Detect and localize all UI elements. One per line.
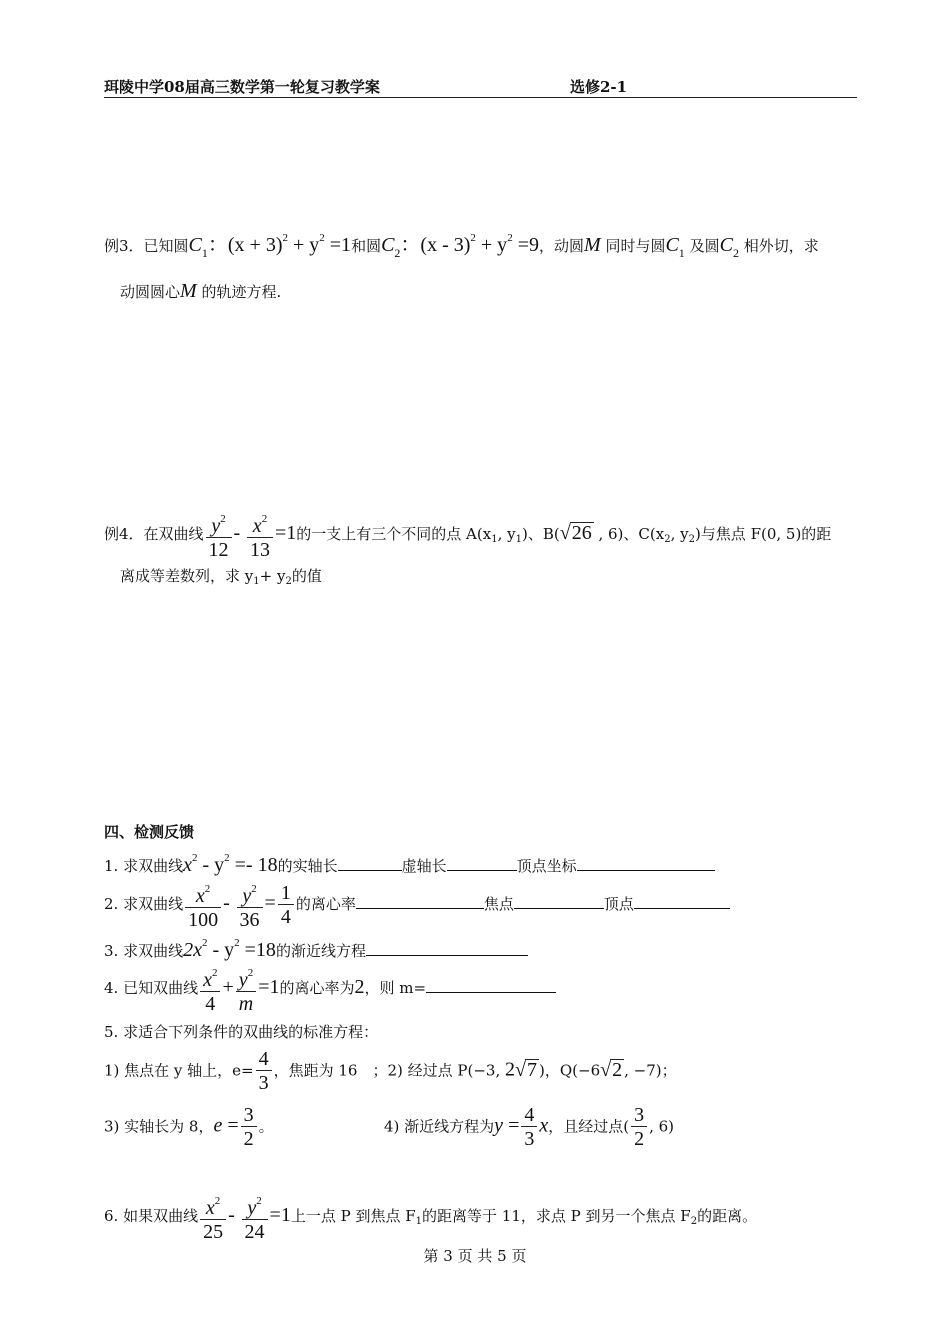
- fraction-4-3: $\frac{4}{3}$: [256, 1048, 272, 1095]
- answer-blank-vertex-2[interactable]: [634, 894, 730, 909]
- c1-equation: ：$(x + 3)^2 + y^2 =1$: [207, 232, 352, 256]
- question-2: 2. 求双曲线 $\frac{x^2}{100}$ - $\frac{y^2}{36}$ = $\frac{1}{4}$ 的离心率 焦点 顶点: [104, 878, 730, 932]
- fraction-y2-24: $\frac{y^2}{24}$: [242, 1190, 268, 1244]
- sqrt-7: 7: [527, 1058, 537, 1081]
- fraction-1-4: $\frac{1}{4}$: [278, 882, 294, 929]
- answer-blank-m[interactable]: [426, 978, 556, 993]
- question-5-part-4: 4) 渐近线方程为y = $\frac{4}{3}$ x，且经过点( $\frac{3}{2}$ , 6): [384, 1104, 675, 1150]
- example-4-line-2: 离成等差数列，求 $y_1+ y_2$的值: [120, 567, 322, 587]
- example-3-label: 例3．已知圆: [104, 237, 189, 255]
- answer-blank-imag-axis[interactable]: [447, 856, 517, 871]
- c1-symbol-2: $C_1$: [665, 234, 685, 260]
- fraction-4-3-b: $\frac{4}{3}$: [521, 1104, 537, 1151]
- section-4-title: 四、检测反馈: [104, 823, 195, 841]
- c2-equation: ：$(x - 3)^2 + y^2 =9$: [400, 232, 539, 256]
- question-5-part-3: 3) 实轴长为 8，e = $\frac{3}{2}$ 。: [104, 1104, 274, 1150]
- header-course: 选修2-1: [570, 78, 628, 96]
- fraction-3-2-b: $\frac{3}{2}$: [631, 1104, 647, 1151]
- fraction-x2-100: $\frac{x^2}{100}$: [185, 878, 221, 932]
- header-divider: [104, 97, 857, 98]
- c1-symbol: $C_1$: [188, 234, 208, 260]
- question-1: 1. 求双曲线$x^2 - y^2 =- 18$的实轴长 虚轴长 顶点坐标: [104, 848, 715, 876]
- example-3-line-2: 动圆圆心M 的轨迹方程.: [120, 280, 282, 302]
- page-number: 第 3 页 共 5 页: [423, 1247, 527, 1265]
- fraction-x2-13: $\frac{x^2}{13}$: [247, 508, 273, 562]
- fraction-x2-4: $\frac{x^2}{4}$: [200, 962, 220, 1016]
- fraction-y2-36: $\frac{y^2}{36}$: [237, 878, 263, 932]
- answer-blank-asymptote[interactable]: [366, 941, 528, 956]
- answer-blank-focus[interactable]: [514, 894, 604, 909]
- header-title: 珥陵中学08届高三数学第一轮复习教学案: [104, 78, 380, 96]
- c2-symbol: $C_2$: [381, 234, 401, 260]
- sqrt-26: 26: [571, 522, 592, 544]
- example-3-line-1: 例3．已知圆$C_1$：$(x + 3)^2 + y^2 =1$和圆$C_2$：$(x - 3)^2 + y^2 =9$，动圆M 同时与圆$C_1$ 及圆$C_2$ 相外切，求: [104, 232, 819, 260]
- c2-symbol-2: $C_2$: [719, 234, 739, 260]
- fraction-x2-25: $\frac{x^2}{25}$: [200, 1190, 226, 1244]
- question-6: 6. 如果双曲线 $\frac{x^2}{25}$ - $\frac{y^2}{24}$ =1上一点 P 到焦点 $F_1$的距离等于 11，求点 P 到另一个焦点 $F_2$的距离。: [104, 1190, 757, 1244]
- question-5: 5. 求适合下列条件的双曲线的标准方程：: [104, 1023, 379, 1041]
- fraction-3-2: $\frac{3}{2}$: [241, 1104, 257, 1151]
- example-4-line-1: 例4．在双曲线 $\frac{y^2}{12}$ - $\frac{x^2}{13}$ =1的一支上有三个不同的点 $A(x_1$, $y_1$)、B(√26 , 6)、$C(x_2$, $y_2$)与焦点 F(0, 5)的距: [104, 508, 831, 562]
- question-3: 3. 求双曲线$2x^2 - y^2 =18$的渐近线方程: [104, 933, 528, 961]
- question-4: 4. 已知双曲线 $\frac{x^2}{4}$ + $\frac{y^2}{m}$ =1的离心率为2，则 m=: [104, 962, 556, 1016]
- answer-blank-vertex[interactable]: [577, 856, 715, 871]
- example-4-label: 例4．在双曲线: [104, 525, 204, 543]
- fraction-y2-m: $\frac{y^2}{m}$: [236, 962, 256, 1016]
- fraction-y2-12: $\frac{y^2}{12}$: [206, 508, 232, 562]
- question-5-part-1-2: 1) 焦点在 y 轴上，e= $\frac{4}{3}$ ，焦距为 16 ；2) 经过点 P(−3, 2√7 )，Q(−6√2 , −7)；: [104, 1048, 677, 1094]
- answer-blank-eccentricity[interactable]: [356, 894, 484, 909]
- sqrt-2: 2: [612, 1058, 623, 1081]
- answer-blank-real-axis[interactable]: [338, 856, 402, 871]
- m-symbol: M: [583, 234, 601, 256]
